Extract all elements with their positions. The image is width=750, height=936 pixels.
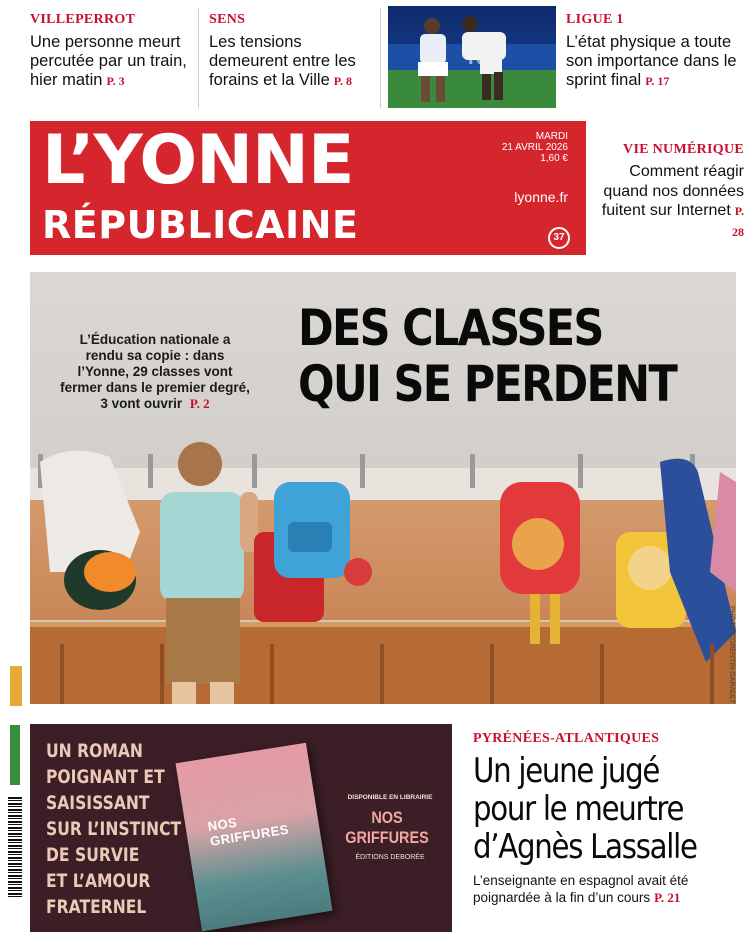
page-ref: P. 2: [189, 396, 210, 411]
issue-date: [502, 131, 568, 164]
hero-dek: L’Éducation nationale a rendu sa copie : dans l’Yonne, 29 classes vont fermer dans le premier degré, 3 vont ouvrir P. 2: [60, 332, 250, 411]
teaser-villeperrot[interactable]: [30, 12, 195, 91]
teaser-kicker: VILLEPERROT: [30, 12, 136, 27]
teaser-kicker: VIE NUMÉRIQUE: [623, 142, 744, 157]
issue-day: MARDI: [535, 131, 568, 142]
ad-availability: DISPONIBLE EN LIBRAIRIE: [347, 794, 433, 801]
page-ref: P. 3: [106, 74, 125, 88]
ad-slogan-line: UN ROMAN: [46, 740, 143, 762]
masthead-title: L’YONNE: [42, 121, 354, 200]
ad-slogan-line: SAISISSANT: [46, 792, 150, 814]
book-cover-title: NOS GRIFFURES: [206, 814, 290, 849]
masthead[interactable]: [30, 121, 586, 255]
ad-slogan-line: FRATERNEL: [46, 896, 147, 918]
teaser-text: Comment réagir quand nos données fuitent sur Internet P. 28: [601, 163, 744, 239]
hero-headline-line: DES CLASSES: [298, 299, 603, 357]
page-ref: P. 8: [333, 74, 352, 88]
story-headline[interactable]: [473, 752, 705, 866]
ad-publisher: ÉDITIONS DEBORÉE: [355, 854, 425, 861]
website-link[interactable]: lyonne.fr: [514, 189, 568, 205]
book-cover: [176, 743, 333, 932]
divider: [380, 8, 381, 108]
story-kicker: PYRÉNÉES-ATLANTIQUES: [473, 731, 660, 746]
book-advertisement[interactable]: [30, 724, 452, 932]
issue-date-text: 21 AVRIL 2026: [501, 142, 568, 153]
ad-book-title: NOS GRIFFURES: [345, 808, 429, 847]
ad-slogan-line: ET L’AMOUR: [46, 870, 151, 892]
newspaper-logo-icon: 37: [548, 227, 570, 249]
ad-slogan-line: SUR L’INSTINCT: [46, 818, 182, 840]
teaser-vie-numerique[interactable]: [596, 142, 744, 242]
teaser-ligue1[interactable]: [566, 12, 746, 91]
football-photo[interactable]: [388, 6, 556, 108]
page-ref: P. 28: [732, 204, 744, 239]
issue-price: 1,60 €: [540, 153, 568, 164]
hero-photo[interactable]: [30, 272, 736, 704]
page-ref: P. 21: [654, 890, 681, 905]
photo-credit: PHOTO CORENTIN GARAULT: [728, 606, 735, 704]
story-headline-line: d’Agnès Lassalle: [473, 827, 697, 867]
teaser-text: Les tensions demeurent entre les forains et la Ville P. 8: [209, 33, 356, 89]
hero-headline: [298, 300, 676, 412]
teaser-text: Une personne meurt percutée par un train, hier matin P. 3: [30, 33, 187, 89]
ad-slogan-line: POIGNANT ET: [46, 766, 165, 788]
story-headline-line: pour le meurtre: [473, 789, 684, 829]
ad-slogan-line: DE SURVIE: [46, 844, 140, 866]
teaser-text: L’état physique a toute son importance dans le sprint final P. 17: [566, 33, 737, 89]
recycle-badge: [10, 666, 22, 706]
divider: [198, 8, 199, 108]
teaser-sens[interactable]: [209, 12, 379, 91]
hero-headline-line: QUI SE PERDENT: [298, 355, 677, 413]
teaser-kicker: SENS: [209, 12, 246, 27]
ad-slogan: [46, 738, 185, 920]
story-dek: L’enseignante en espagnol avait été poignardée à la fin d’un cours P. 21: [473, 873, 689, 905]
masthead-subtitle: RÉPUBLICAINE: [42, 203, 359, 247]
eco-label: [10, 725, 20, 785]
story-headline-line: Un jeune jugé: [473, 751, 660, 791]
teaser-kicker: LIGUE 1: [566, 12, 624, 27]
football-players-illustration: [388, 6, 556, 108]
barcode-icon: [8, 797, 22, 897]
page-ref: P. 17: [645, 74, 670, 88]
